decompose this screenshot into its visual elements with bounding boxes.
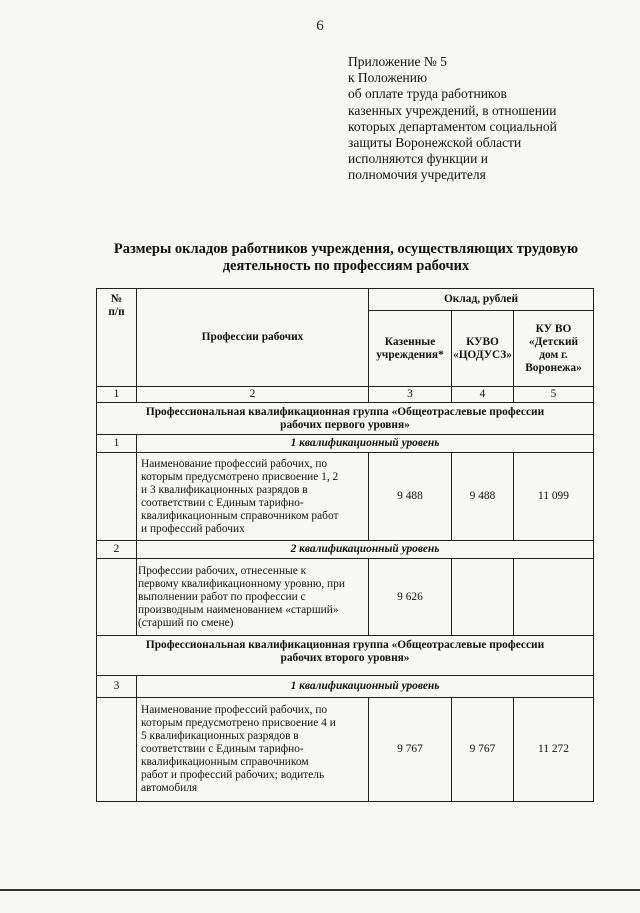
profession-line: и 3 квалификационных разрядов в: [141, 483, 308, 496]
group-header-2: [97, 636, 594, 676]
header-col3-line: учреждения*: [376, 348, 444, 361]
profession-line: квалификационным справочником работ: [141, 509, 339, 522]
header-salary-group: Оклад, рублей: [369, 289, 594, 311]
document-title: [90, 241, 602, 275]
header-col5-line: Воронежа»: [525, 361, 582, 374]
level-row: [97, 676, 594, 698]
level-label: 2 квалификационный уровень: [137, 541, 594, 559]
profession-line: и профессий рабочих: [141, 522, 245, 535]
header-col5-line: КУ ВО: [535, 322, 572, 335]
numbering-cell: 4: [452, 387, 514, 403]
group-header-1: [97, 403, 594, 435]
header-col3: [369, 311, 452, 387]
salary-value: 9 767: [452, 698, 514, 802]
level-num: 2: [97, 541, 137, 559]
salary-value: 11 272: [514, 698, 594, 802]
profession-line: Наименование профессий рабочих, по: [141, 457, 328, 470]
table-row: [97, 559, 594, 636]
level-num: 3: [97, 676, 137, 698]
profession-line: соответствии с Единым тарифно-: [141, 743, 304, 755]
appendix-line: полномочия учредителя: [348, 167, 486, 183]
profession-line: производным наименованием «старший»: [138, 603, 339, 616]
group-header-line: Профессиональная квалификационная группа «Общеотраслевые профессии: [145, 405, 545, 418]
appendix-block: [348, 54, 618, 184]
table-header-row: [97, 289, 594, 311]
appendix-line: которых департаментом социальной: [348, 118, 557, 134]
salary-value: 9 626: [369, 559, 452, 636]
numbering-cell: 3: [369, 387, 452, 403]
numbering-cell: 5: [514, 387, 594, 403]
header-num-cell: [97, 289, 137, 387]
profession-cell: [137, 698, 369, 802]
document-title-line: Размеры окладов работников учреждения, осуществляющих трудовую: [113, 241, 579, 257]
profession-line: 5 квалификационных разрядов в: [141, 730, 299, 742]
profession-line: Наименование профессий рабочих, по: [141, 704, 328, 716]
level-num: 1: [97, 435, 137, 453]
salary-value: 9 767: [369, 698, 452, 802]
salary-table: [96, 288, 594, 802]
level-row: [97, 541, 594, 559]
salary-value: 9 488: [369, 453, 452, 541]
appendix-line: защиты Воронежской области: [348, 135, 522, 151]
empty-cell: [97, 453, 137, 541]
profession-line: которым предусмотрено присвоение 1, 2: [141, 470, 339, 483]
profession-cell: [137, 453, 369, 541]
profession-line: автомобиля: [141, 782, 198, 794]
header-num-label: п/п: [108, 306, 125, 318]
header-profession: Профессии рабочих: [137, 289, 369, 387]
header-col5-line: дом г.: [539, 348, 568, 361]
profession-line: соответствии с Единым тарифно-: [141, 496, 304, 509]
profession-line: работ и профессий рабочих; водитель: [141, 769, 325, 781]
salary-value: 11 099: [514, 453, 594, 541]
appendix-line: об оплате труда работников: [348, 86, 507, 102]
appendix-line: казенных учреждений, в отношении: [348, 102, 557, 118]
header-col5: [514, 311, 594, 387]
header-col5-line: «Детский: [528, 335, 579, 348]
numbering-cell: 2: [137, 387, 369, 403]
table-row: [97, 698, 594, 802]
numbering-cell: 1: [97, 387, 137, 403]
group-header-row: [97, 636, 594, 676]
numbering-row: [97, 387, 594, 403]
group-header-line: Профессиональная квалификационная группа «Общеотраслевые профессии: [145, 639, 545, 651]
table-row: [97, 453, 594, 541]
profession-line: выполнении работ по профессии с: [138, 590, 306, 603]
group-header-line: рабочих второго уровня»: [280, 652, 410, 664]
footer-divider: [0, 889, 640, 891]
header-col4: [452, 311, 514, 387]
empty-cell: [97, 698, 137, 802]
header-col4-line: КУВО: [466, 335, 499, 348]
page-number: 6: [316, 18, 324, 34]
profession-line: первому квалификационному уровню, при: [138, 577, 345, 590]
salary-value: 9 488: [452, 453, 514, 541]
appendix-line: исполняются функции и: [348, 151, 488, 167]
level-row: [97, 435, 594, 453]
profession-cell: [137, 559, 369, 636]
profession-line: квалификационным справочником: [141, 756, 309, 768]
level-label: 1 квалификационный уровень: [137, 435, 594, 453]
header-num-symbol: №: [110, 293, 123, 305]
header-col4-line: «ЦОДУСЗ»: [453, 348, 512, 361]
empty-cell: [97, 559, 137, 636]
header-col3-line: Казенные: [384, 335, 436, 348]
level-label: 1 квалификационный уровень: [137, 676, 594, 698]
group-header-line: рабочих первого уровня»: [280, 418, 410, 431]
group-header-row: [97, 403, 594, 435]
appendix-line: Приложение № 5: [348, 54, 447, 69]
profession-line: Профессии рабочих, отнесенные к: [138, 564, 307, 577]
appendix-line: к Положению: [348, 70, 428, 86]
profession-line: (старший по смене): [138, 616, 234, 629]
salary-value: [452, 559, 514, 636]
salary-value: [514, 559, 594, 636]
document-title-line: деятельность по профессиям рабочих: [222, 258, 470, 274]
profession-line: которым предусмотрено присвоение 4 и: [141, 717, 336, 729]
